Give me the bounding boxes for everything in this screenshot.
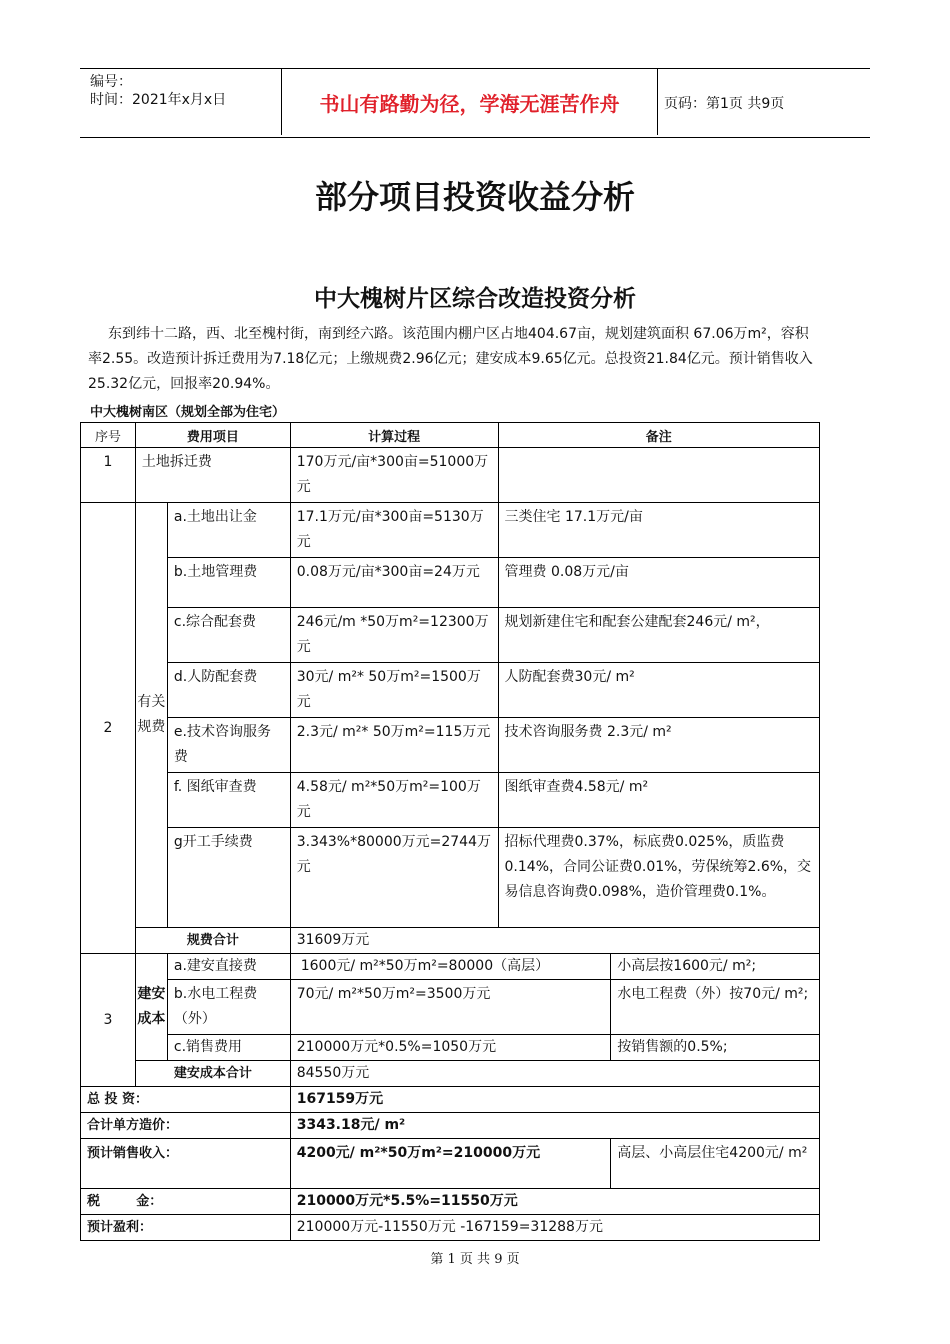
summary-label: 总 投 资：: [81, 1087, 291, 1113]
row-calc: 0.08万元/亩*300亩=24万元: [290, 558, 498, 608]
row-note: 小高层按1600元/ m²;: [611, 954, 820, 980]
row-note: [498, 448, 819, 503]
summary-value: 210000万元-11550万元 -167159=31288万元: [290, 1215, 819, 1241]
summary-value: 210000万元*5.5%=11550万元: [290, 1189, 819, 1215]
row-item: g开工手续费: [167, 828, 290, 928]
row-note: 招标代理费0.37%，标底费0.025%，质监费0.14%，合同公证费0.01%，劳保统筹2.6%，交易信息咨询费0.098%，造价管理费0.1%。: [498, 828, 819, 928]
subtotal-row: [81, 1061, 820, 1087]
header-item: 费用项目: [135, 423, 290, 448]
table-row: [81, 558, 820, 608]
table-row: [81, 608, 820, 663]
row-calc: 70元/ m²*50万m²=3500万元: [290, 980, 611, 1035]
table-row: [81, 1035, 820, 1061]
header-note: 备注: [498, 423, 819, 448]
summary-row: [81, 1087, 820, 1113]
table-caption: 中大槐树南区（规划全部为住宅）: [90, 405, 286, 420]
group-label: 建安成本: [135, 954, 167, 1061]
row-calc: 2.3元/ m²* 50万m²=115万元: [290, 718, 498, 773]
row-item: b.水电工程费（外）: [167, 980, 290, 1035]
subtotal-value: 31609万元: [290, 928, 819, 954]
table-row: [81, 980, 820, 1035]
summary-value: 3343.18元/ m²: [290, 1113, 819, 1139]
header-calc: 计算过程: [290, 423, 498, 448]
summary-note: 高层、小高层住宅4200元/ m²: [611, 1139, 820, 1189]
row-calc: 4.58元/ m²*50万m²=100万元: [290, 773, 498, 828]
table-row: [81, 773, 820, 828]
row-note: 按销售额的0.5%;: [611, 1035, 820, 1061]
row-item: a.建安直接费: [167, 954, 290, 980]
row-item: c.销售费用: [167, 1035, 290, 1061]
row-calc: 30元/ m²* 50万m²=1500万元: [290, 663, 498, 718]
date-label: 时间：2021年x月x日: [90, 92, 227, 108]
row-item: d.人防配套费: [167, 663, 290, 718]
table-header-row: [81, 423, 820, 448]
table-row: [81, 663, 820, 718]
row-item: 土地拆迁费: [135, 448, 290, 503]
row-calc: 17.1万元/亩*300亩=5130万元: [290, 503, 498, 558]
code-label: 编号：: [90, 74, 132, 90]
intro-paragraph: 东到纬十二路，西、北至槐村街，南到经六路。该范围内棚户区占地404.67亩，规划建筑面积 67.06万m²，容积率2.55。改造预计拆迁费用为7.18亿元；上缴规费2.96亿元；建安成本9.65亿元。总投资21.84亿元。预计销售收入25.32亿元，回报率20.94%。: [88, 326, 813, 392]
row-note: 三类住宅 17.1万元/亩: [498, 503, 819, 558]
row-item: b.土地管理费: [167, 558, 290, 608]
summary-value: 4200元/ m²*50万m²=210000万元: [290, 1139, 611, 1189]
header-motto: 书山有路勤为径，学海无涯苦作舟: [281, 69, 658, 135]
header-no: 序号: [81, 423, 136, 448]
row-no: 3: [81, 954, 136, 1087]
summary-value: 167159万元: [290, 1087, 819, 1113]
summary-label: 预计销售收入：: [81, 1139, 291, 1189]
summary-row: [81, 1189, 820, 1215]
header-info: [90, 73, 226, 109]
subtotal-label: 规费合计: [135, 928, 290, 954]
row-item: a.土地出让金: [167, 503, 290, 558]
subtotal-value: 84550万元: [290, 1061, 819, 1087]
row-note: 管理费 0.08万元/亩: [498, 558, 819, 608]
row-calc: 170万元/亩*300亩=51000万元: [290, 448, 498, 503]
row-no: 1: [81, 448, 136, 503]
row-item: f. 图纸审查费: [167, 773, 290, 828]
summary-row: [81, 1215, 820, 1241]
row-note: 规划新建住宅和配套公建配套246元/ m²，: [498, 608, 819, 663]
summary-label: 合计单方造价：: [81, 1113, 291, 1139]
summary-label: 税 金：: [81, 1189, 291, 1215]
table-row: [81, 828, 820, 928]
subtotal-row: [81, 928, 820, 954]
summary-row: [81, 1113, 820, 1139]
row-note: 水电工程费（外）按70元/ m²;: [611, 980, 820, 1035]
row-note: 人防配套费30元/ m²: [498, 663, 819, 718]
page-footer: 第 1 页 共 9 页: [430, 1252, 520, 1267]
summary-label: 预计盈利：: [81, 1215, 291, 1241]
section-title: 中大槐树片区综合改造投资分析: [314, 286, 636, 312]
page-header: [80, 68, 870, 138]
row-note: 图纸审查费4.58元/ m²: [498, 773, 819, 828]
table-row: [81, 954, 820, 980]
row-calc: 210000万元*0.5%=1050万元: [290, 1035, 611, 1061]
group-label: 有关规费: [135, 503, 167, 928]
row-calc: 3.343%*80000万元=2744万元: [290, 828, 498, 928]
page-number-label: 页码：第1页 共9页: [664, 96, 785, 112]
table-row: [81, 718, 820, 773]
table-row: [81, 503, 820, 558]
row-item: c.综合配套费: [167, 608, 290, 663]
summary-row: [81, 1139, 820, 1189]
row-item: e.技术咨询服务费: [167, 718, 290, 773]
subtotal-label: 建安成本合计: [135, 1061, 290, 1087]
row-calc: 1600元/ m²*50万m²=80000（高层）: [290, 954, 611, 980]
row-note: 技术咨询服务费 2.3元/ m²: [498, 718, 819, 773]
cost-table: [80, 422, 820, 1241]
row-calc: 246元/m *50万m²=12300万元: [290, 608, 498, 663]
document-title: 部分项目投资收益分析: [314, 178, 635, 216]
row-no: 2: [81, 503, 136, 954]
table-row: [81, 448, 820, 503]
